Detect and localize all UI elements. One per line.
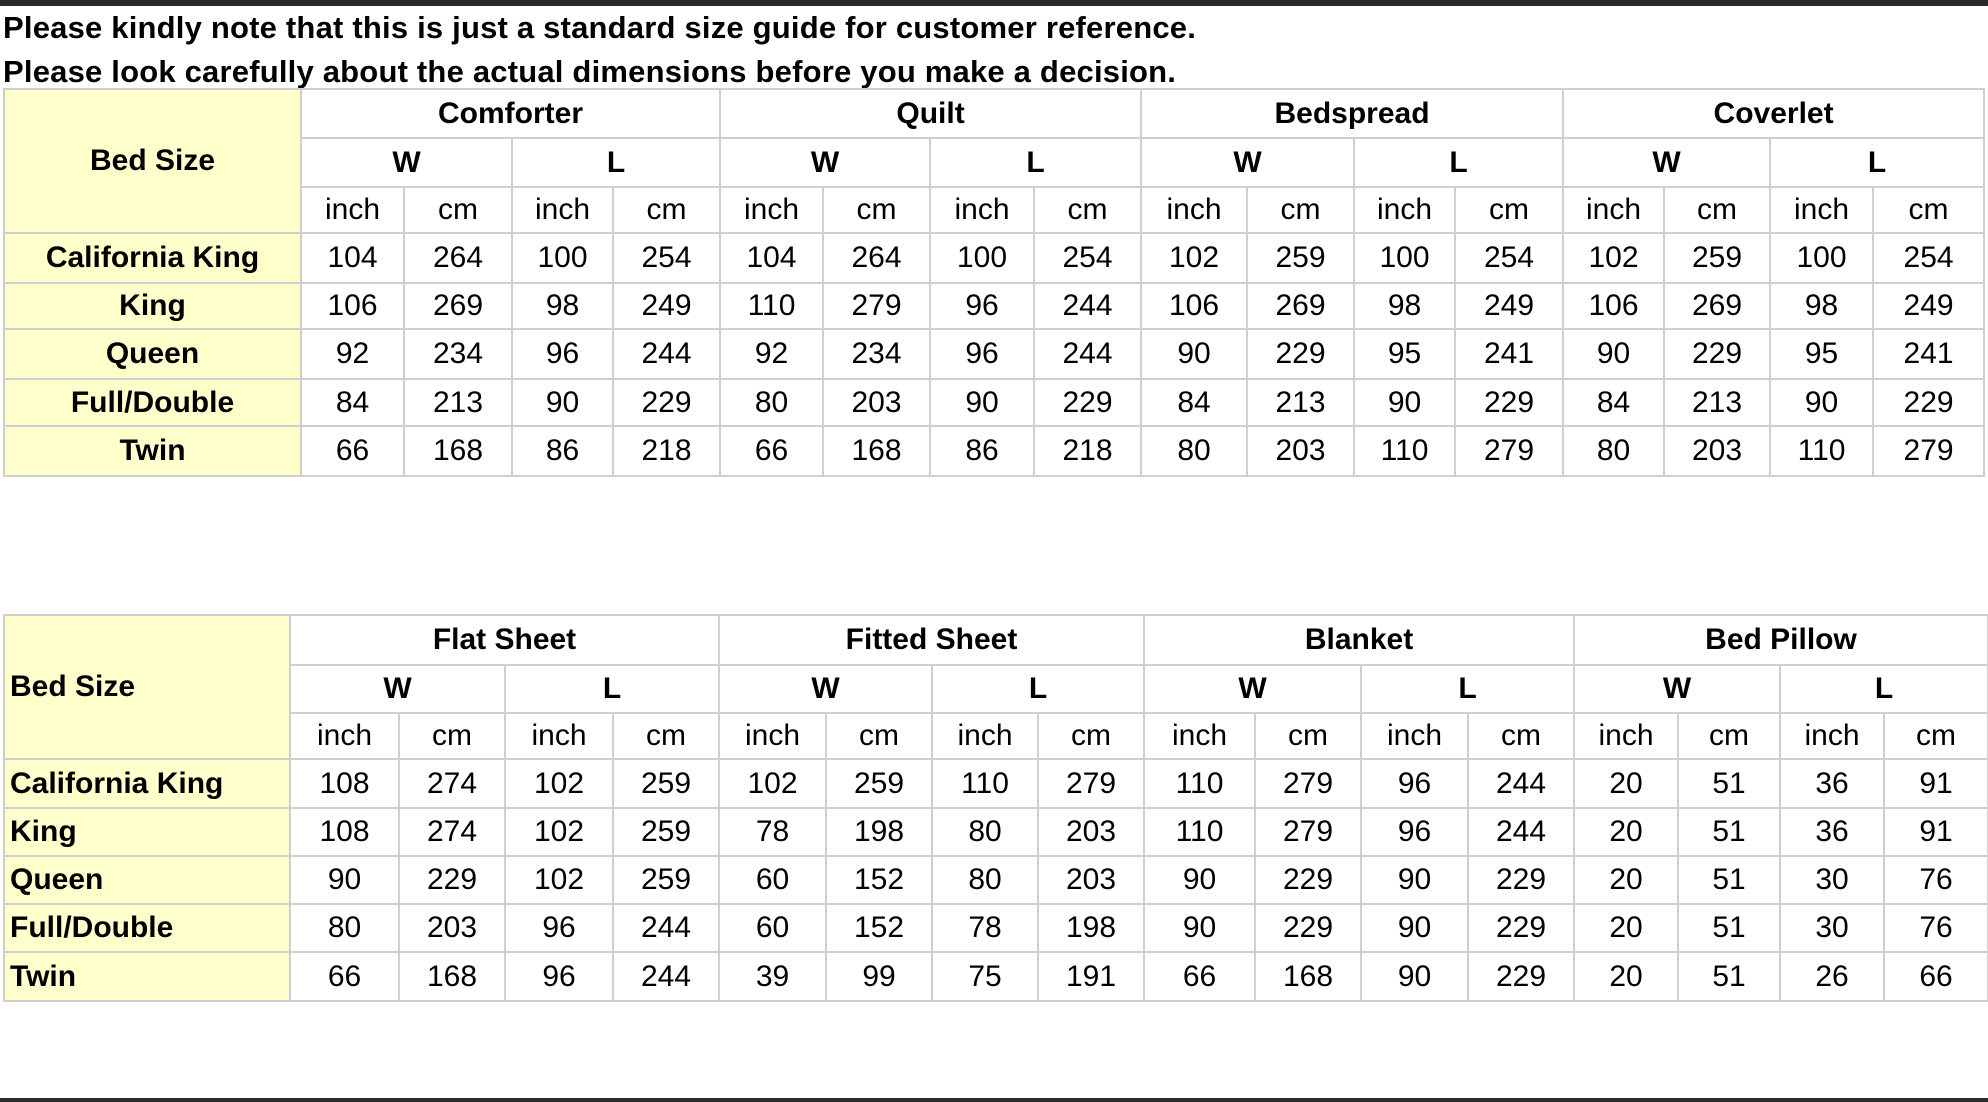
size-value-cell: 95 <box>1770 329 1873 379</box>
dimension-header-l: L <box>512 138 720 187</box>
unit-header-inch: inch <box>1141 187 1247 233</box>
unit-header-cm: cm <box>1678 713 1780 759</box>
unit-header-inch: inch <box>505 713 613 759</box>
bed-size-label: King <box>4 808 290 856</box>
size-value-cell: 229 <box>399 856 505 904</box>
size-value-cell: 98 <box>512 283 613 329</box>
size-value-cell: 279 <box>1455 426 1563 476</box>
size-value-cell: 213 <box>1664 379 1770 426</box>
size-value-cell: 96 <box>505 952 613 1001</box>
size-value-cell: 234 <box>404 329 512 379</box>
category-header-bedspread: Bedspread <box>1141 89 1563 138</box>
dimension-header-w: W <box>1574 665 1780 713</box>
bed-size-label: Full/Double <box>4 379 301 426</box>
size-value-cell: 213 <box>404 379 512 426</box>
unit-header-cm: cm <box>826 713 932 759</box>
unit-header-cm: cm <box>613 713 719 759</box>
size-value-cell: 90 <box>1354 379 1455 426</box>
size-value-cell: 229 <box>1255 904 1361 952</box>
size-value-cell: 279 <box>1255 759 1361 808</box>
size-value-cell: 90 <box>1144 904 1255 952</box>
size-value-cell: 152 <box>826 904 932 952</box>
size-value-cell: 20 <box>1574 808 1678 856</box>
size-table-sheets <box>3 614 1988 1002</box>
size-value-cell: 84 <box>301 379 404 426</box>
dimension-header-row <box>4 665 1988 713</box>
size-value-cell: 92 <box>301 329 404 379</box>
size-value-cell: 90 <box>930 379 1034 426</box>
size-value-cell: 96 <box>1361 759 1468 808</box>
size-value-cell: 229 <box>1247 329 1354 379</box>
size-value-cell: 102 <box>1563 233 1664 283</box>
size-value-cell: 274 <box>399 759 505 808</box>
size-value-cell: 264 <box>823 233 930 283</box>
dimension-header-w: W <box>1144 665 1361 713</box>
category-header-row <box>4 615 1988 665</box>
size-value-cell: 98 <box>1770 283 1873 329</box>
dimension-header-w: W <box>1563 138 1770 187</box>
unit-header-cm: cm <box>1664 187 1770 233</box>
size-value-cell: 30 <box>1780 904 1884 952</box>
size-value-cell: 60 <box>719 904 826 952</box>
size-value-cell: 259 <box>1664 233 1770 283</box>
size-value-cell: 90 <box>512 379 613 426</box>
size-value-cell: 198 <box>1038 904 1144 952</box>
note-line-1: Please kindly note that this is just a standard size guide for customer reference. <box>3 10 1197 45</box>
size-value-cell: 203 <box>1664 426 1770 476</box>
size-value-cell: 66 <box>1884 952 1988 1001</box>
bottom-border <box>0 1098 1988 1102</box>
size-value-cell: 96 <box>512 329 613 379</box>
size-value-cell: 241 <box>1455 329 1563 379</box>
size-value-cell: 218 <box>613 426 720 476</box>
unit-header-inch: inch <box>932 713 1038 759</box>
size-value-cell: 80 <box>932 808 1038 856</box>
size-value-cell: 218 <box>1034 426 1141 476</box>
size-value-cell: 244 <box>1468 759 1574 808</box>
unit-header-inch: inch <box>1354 187 1455 233</box>
size-value-cell: 78 <box>719 808 826 856</box>
table-row <box>4 283 1984 329</box>
size-value-cell: 92 <box>720 329 823 379</box>
size-value-cell: 269 <box>404 283 512 329</box>
dimension-header-w: W <box>720 138 930 187</box>
size-value-cell: 152 <box>826 856 932 904</box>
table-row <box>4 808 1988 856</box>
category-header-comforter: Comforter <box>301 89 720 138</box>
bed-size-label: California King <box>4 759 290 808</box>
size-value-cell: 66 <box>301 426 404 476</box>
size-value-cell: 229 <box>1468 952 1574 1001</box>
size-value-cell: 80 <box>720 379 823 426</box>
size-value-cell: 102 <box>505 759 613 808</box>
size-value-cell: 51 <box>1678 904 1780 952</box>
size-value-cell: 244 <box>613 904 719 952</box>
size-value-cell: 78 <box>932 904 1038 952</box>
size-value-cell: 90 <box>1563 329 1664 379</box>
dimension-header-l: L <box>932 665 1144 713</box>
size-value-cell: 20 <box>1574 856 1678 904</box>
size-value-cell: 229 <box>1255 856 1361 904</box>
unit-header-inch: inch <box>301 187 404 233</box>
unit-header-inch: inch <box>1361 713 1468 759</box>
unit-header-inch: inch <box>1770 187 1873 233</box>
size-value-cell: 90 <box>1361 952 1468 1001</box>
bed-size-label: Queen <box>4 329 301 379</box>
unit-header-inch: inch <box>1144 713 1255 759</box>
bed-size-header: Bed Size <box>4 89 301 233</box>
size-value-cell: 110 <box>720 283 823 329</box>
size-value-cell: 96 <box>930 329 1034 379</box>
unit-header-cm: cm <box>1873 187 1984 233</box>
size-value-cell: 229 <box>1664 329 1770 379</box>
table-row <box>4 759 1988 808</box>
size-value-cell: 259 <box>613 759 719 808</box>
size-value-cell: 96 <box>930 283 1034 329</box>
size-value-cell: 244 <box>1468 808 1574 856</box>
size-value-cell: 168 <box>399 952 505 1001</box>
size-value-cell: 168 <box>823 426 930 476</box>
size-value-cell: 90 <box>290 856 399 904</box>
bed-size-label: Full/Double <box>4 904 290 952</box>
size-value-cell: 259 <box>826 759 932 808</box>
unit-header-inch: inch <box>290 713 399 759</box>
size-value-cell: 244 <box>613 952 719 1001</box>
size-value-cell: 249 <box>613 283 720 329</box>
unit-header-cm: cm <box>1468 713 1574 759</box>
size-value-cell: 66 <box>720 426 823 476</box>
size-value-cell: 110 <box>932 759 1038 808</box>
size-value-cell: 229 <box>1468 904 1574 952</box>
size-value-cell: 249 <box>1873 283 1984 329</box>
size-value-cell: 102 <box>719 759 826 808</box>
category-header-fitted-sheet: Fitted Sheet <box>719 615 1144 665</box>
size-value-cell: 229 <box>1873 379 1984 426</box>
dimension-header-l: L <box>1780 665 1988 713</box>
size-value-cell: 100 <box>512 233 613 283</box>
size-value-cell: 254 <box>613 233 720 283</box>
size-value-cell: 90 <box>1144 856 1255 904</box>
size-value-cell: 203 <box>399 904 505 952</box>
unit-header-cm: cm <box>1255 713 1361 759</box>
size-value-cell: 269 <box>1664 283 1770 329</box>
size-value-cell: 75 <box>932 952 1038 1001</box>
dimension-header-l: L <box>1770 138 1984 187</box>
size-value-cell: 110 <box>1144 808 1255 856</box>
size-value-cell: 203 <box>1038 808 1144 856</box>
size-value-cell: 51 <box>1678 808 1780 856</box>
size-value-cell: 91 <box>1884 808 1988 856</box>
size-value-cell: 259 <box>613 808 719 856</box>
size-value-cell: 279 <box>823 283 930 329</box>
size-value-cell: 80 <box>932 856 1038 904</box>
dimension-header-w: W <box>301 138 512 187</box>
dimension-header-row <box>4 138 1984 187</box>
size-value-cell: 86 <box>512 426 613 476</box>
size-value-cell: 203 <box>1247 426 1354 476</box>
bed-size-label: King <box>4 283 301 329</box>
size-value-cell: 80 <box>1141 426 1247 476</box>
unit-header-inch: inch <box>1780 713 1884 759</box>
size-value-cell: 198 <box>826 808 932 856</box>
unit-header-cm: cm <box>1884 713 1988 759</box>
size-value-cell: 168 <box>1255 952 1361 1001</box>
size-value-cell: 106 <box>301 283 404 329</box>
dimension-header-l: L <box>1361 665 1574 713</box>
table-row <box>4 426 1984 476</box>
size-value-cell: 191 <box>1038 952 1144 1001</box>
dimension-header-w: W <box>719 665 932 713</box>
size-value-cell: 279 <box>1255 808 1361 856</box>
size-value-cell: 229 <box>1455 379 1563 426</box>
size-value-cell: 102 <box>505 808 613 856</box>
size-value-cell: 229 <box>613 379 720 426</box>
category-header-bed-pillow: Bed Pillow <box>1574 615 1988 665</box>
note-line-2: Please look carefully about the actual dimensions before you make a decision. <box>3 54 1177 89</box>
size-value-cell: 96 <box>1361 808 1468 856</box>
category-header-row <box>4 89 1984 138</box>
size-value-cell: 98 <box>1354 283 1455 329</box>
dimension-header-l: L <box>930 138 1141 187</box>
size-value-cell: 100 <box>930 233 1034 283</box>
table-row <box>4 379 1984 426</box>
size-value-cell: 36 <box>1780 759 1884 808</box>
unit-header-cm: cm <box>404 187 512 233</box>
bed-size-label: Twin <box>4 426 301 476</box>
size-value-cell: 99 <box>826 952 932 1001</box>
unit-header-cm: cm <box>1247 187 1354 233</box>
unit-header-inch: inch <box>512 187 613 233</box>
size-value-cell: 168 <box>404 426 512 476</box>
size-value-cell: 244 <box>613 329 720 379</box>
bed-size-label: Twin <box>4 952 290 1001</box>
size-value-cell: 102 <box>505 856 613 904</box>
size-value-cell: 90 <box>1361 904 1468 952</box>
table-row <box>4 233 1984 283</box>
size-value-cell: 108 <box>290 808 399 856</box>
unit-header-inch: inch <box>1574 713 1678 759</box>
size-value-cell: 80 <box>290 904 399 952</box>
size-value-cell: 39 <box>719 952 826 1001</box>
dimension-header-l: L <box>505 665 719 713</box>
size-value-cell: 96 <box>505 904 613 952</box>
size-value-cell: 254 <box>1455 233 1563 283</box>
category-header-flat-sheet: Flat Sheet <box>290 615 719 665</box>
size-value-cell: 104 <box>301 233 404 283</box>
size-value-cell: 20 <box>1574 904 1678 952</box>
size-value-cell: 84 <box>1563 379 1664 426</box>
size-value-cell: 244 <box>1034 283 1141 329</box>
unit-header-cm: cm <box>823 187 930 233</box>
unit-header-inch: inch <box>720 187 823 233</box>
size-value-cell: 269 <box>1247 283 1354 329</box>
size-value-cell: 100 <box>1770 233 1873 283</box>
size-value-cell: 80 <box>1563 426 1664 476</box>
size-value-cell: 30 <box>1780 856 1884 904</box>
unit-header-inch: inch <box>930 187 1034 233</box>
size-table-bedding <box>3 88 1985 477</box>
table-row <box>4 329 1984 379</box>
table-row <box>4 856 1988 904</box>
size-value-cell: 241 <box>1873 329 1984 379</box>
unit-header-inch: inch <box>719 713 826 759</box>
size-value-cell: 26 <box>1780 952 1884 1001</box>
size-value-cell: 234 <box>823 329 930 379</box>
size-value-cell: 254 <box>1873 233 1984 283</box>
bed-size-label: California King <box>4 233 301 283</box>
size-value-cell: 51 <box>1678 856 1780 904</box>
size-value-cell: 279 <box>1038 759 1144 808</box>
unit-header-cm: cm <box>613 187 720 233</box>
size-value-cell: 106 <box>1141 283 1247 329</box>
size-value-cell: 274 <box>399 808 505 856</box>
size-value-cell: 36 <box>1780 808 1884 856</box>
size-value-cell: 104 <box>720 233 823 283</box>
size-value-cell: 100 <box>1354 233 1455 283</box>
size-value-cell: 20 <box>1574 759 1678 808</box>
size-value-cell: 229 <box>1034 379 1141 426</box>
bed-size-header: Bed Size <box>4 615 290 759</box>
category-header-blanket: Blanket <box>1144 615 1574 665</box>
size-value-cell: 95 <box>1354 329 1455 379</box>
size-value-cell: 249 <box>1455 283 1563 329</box>
size-value-cell: 66 <box>1144 952 1255 1001</box>
dimension-header-w: W <box>290 665 505 713</box>
size-value-cell: 90 <box>1770 379 1873 426</box>
size-value-cell: 279 <box>1873 426 1984 476</box>
size-value-cell: 20 <box>1574 952 1678 1001</box>
unit-header-inch: inch <box>1563 187 1664 233</box>
size-value-cell: 229 <box>1468 856 1574 904</box>
size-value-cell: 76 <box>1884 904 1988 952</box>
category-header-quilt: Quilt <box>720 89 1141 138</box>
size-value-cell: 66 <box>290 952 399 1001</box>
size-value-cell: 110 <box>1354 426 1455 476</box>
size-value-cell: 264 <box>404 233 512 283</box>
size-value-cell: 213 <box>1247 379 1354 426</box>
size-value-cell: 84 <box>1141 379 1247 426</box>
table-row <box>4 904 1988 952</box>
unit-header-cm: cm <box>1034 187 1141 233</box>
unit-header-row <box>4 187 1984 233</box>
size-value-cell: 60 <box>719 856 826 904</box>
size-value-cell: 90 <box>1361 856 1468 904</box>
size-value-cell: 51 <box>1678 952 1780 1001</box>
size-value-cell: 259 <box>1247 233 1354 283</box>
bed-size-label: Queen <box>4 856 290 904</box>
size-value-cell: 106 <box>1563 283 1664 329</box>
unit-header-cm: cm <box>1455 187 1563 233</box>
dimension-header-w: W <box>1141 138 1354 187</box>
size-value-cell: 91 <box>1884 759 1988 808</box>
size-value-cell: 254 <box>1034 233 1141 283</box>
unit-header-row <box>4 713 1988 759</box>
size-value-cell: 110 <box>1770 426 1873 476</box>
size-value-cell: 102 <box>1141 233 1247 283</box>
dimension-header-l: L <box>1354 138 1563 187</box>
size-value-cell: 86 <box>930 426 1034 476</box>
size-value-cell: 203 <box>1038 856 1144 904</box>
size-value-cell: 90 <box>1141 329 1247 379</box>
size-guide-notes <box>3 6 1196 94</box>
table-row <box>4 952 1988 1001</box>
size-value-cell: 244 <box>1034 329 1141 379</box>
size-value-cell: 51 <box>1678 759 1780 808</box>
size-value-cell: 259 <box>613 856 719 904</box>
category-header-coverlet: Coverlet <box>1563 89 1984 138</box>
size-value-cell: 203 <box>823 379 930 426</box>
size-value-cell: 76 <box>1884 856 1988 904</box>
unit-header-cm: cm <box>1038 713 1144 759</box>
size-value-cell: 108 <box>290 759 399 808</box>
unit-header-cm: cm <box>399 713 505 759</box>
size-value-cell: 110 <box>1144 759 1255 808</box>
